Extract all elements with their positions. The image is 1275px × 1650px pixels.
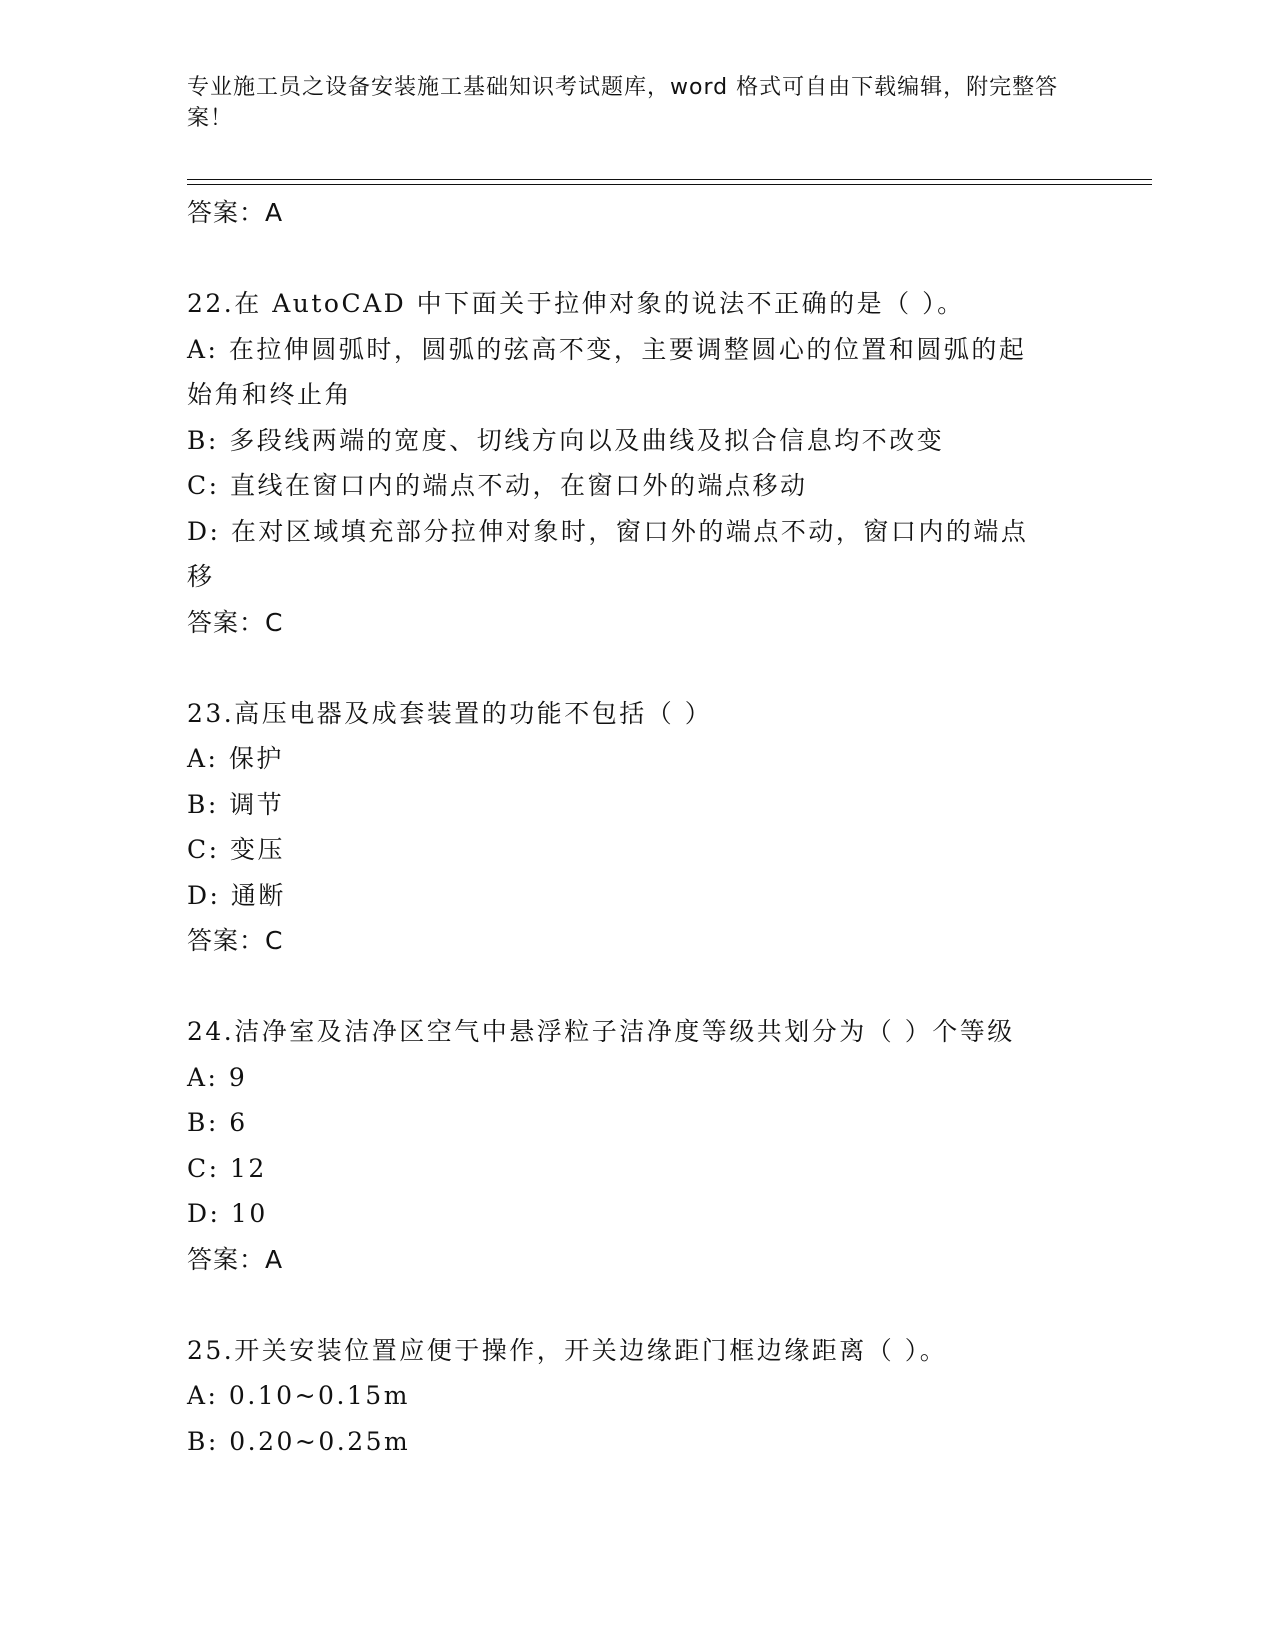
- header-rule-bottom: [187, 184, 1152, 185]
- question-line: 22.在 AutoCAD 中下面关于拉伸对象的说法不正确的是（ ）。: [187, 289, 965, 318]
- question-line: C: 直线在窗口内的端点不动，在窗口外的端点移动: [187, 471, 808, 500]
- answer-line: 答案：C: [187, 607, 284, 637]
- spacer: [187, 236, 1087, 282]
- answer-line: 答案：C: [187, 926, 284, 955]
- document-header: 专业施工员之设备安装施工基础知识考试题库，word 格式可自由下载编辑，附完整答案！: [187, 75, 1059, 131]
- question-line: A: 在拉伸圆弧时，圆弧的弦高不变，主要调整圆心的位置和圆弧的起: [187, 334, 1027, 364]
- question-line: 始角和终止角: [187, 380, 353, 409]
- question-line: D: 10: [187, 1199, 268, 1228]
- question-line: B: 0.20~0.25m: [187, 1426, 411, 1456]
- question-line: A: 9: [187, 1062, 248, 1092]
- question-line: D: 在对区域填充部分拉伸对象时，窗口外的端点不动，窗口内的端点: [187, 516, 1029, 546]
- question-line: B: 6: [187, 1108, 248, 1137]
- question-line: A: 0.10~0.15m: [187, 1381, 410, 1410]
- spacer: [187, 645, 1087, 691]
- question-line: B: 调节: [187, 789, 285, 819]
- question-line: C: 12: [187, 1153, 267, 1183]
- question-line: B: 多段线两端的宽度、切线方向以及曲线及拟合信息均不改变: [187, 425, 945, 455]
- answer-line: 答案：A: [187, 1244, 284, 1274]
- question-line: 移: [187, 562, 215, 591]
- spacer: [187, 1282, 1087, 1328]
- question-line: A: 保护: [187, 744, 284, 773]
- header-rule-top: [187, 179, 1152, 180]
- spacer: [187, 964, 1087, 1010]
- question-line: C: 变压: [187, 835, 285, 864]
- question-line: 25.开关安装位置应便于操作，开关边缘距门框边缘距离（ ）。: [187, 1335, 948, 1365]
- question-line: D: 通断: [187, 880, 286, 910]
- question-line: 24.洁净室及洁净区空气中悬浮粒子洁净度等级共划分为（ ）个等级: [187, 1017, 1015, 1046]
- question-list: [187, 190, 1087, 1464]
- question-line: 23.高压电器及成套装置的功能不包括（ ）: [187, 698, 713, 728]
- answer-line: 答案：A: [187, 198, 284, 227]
